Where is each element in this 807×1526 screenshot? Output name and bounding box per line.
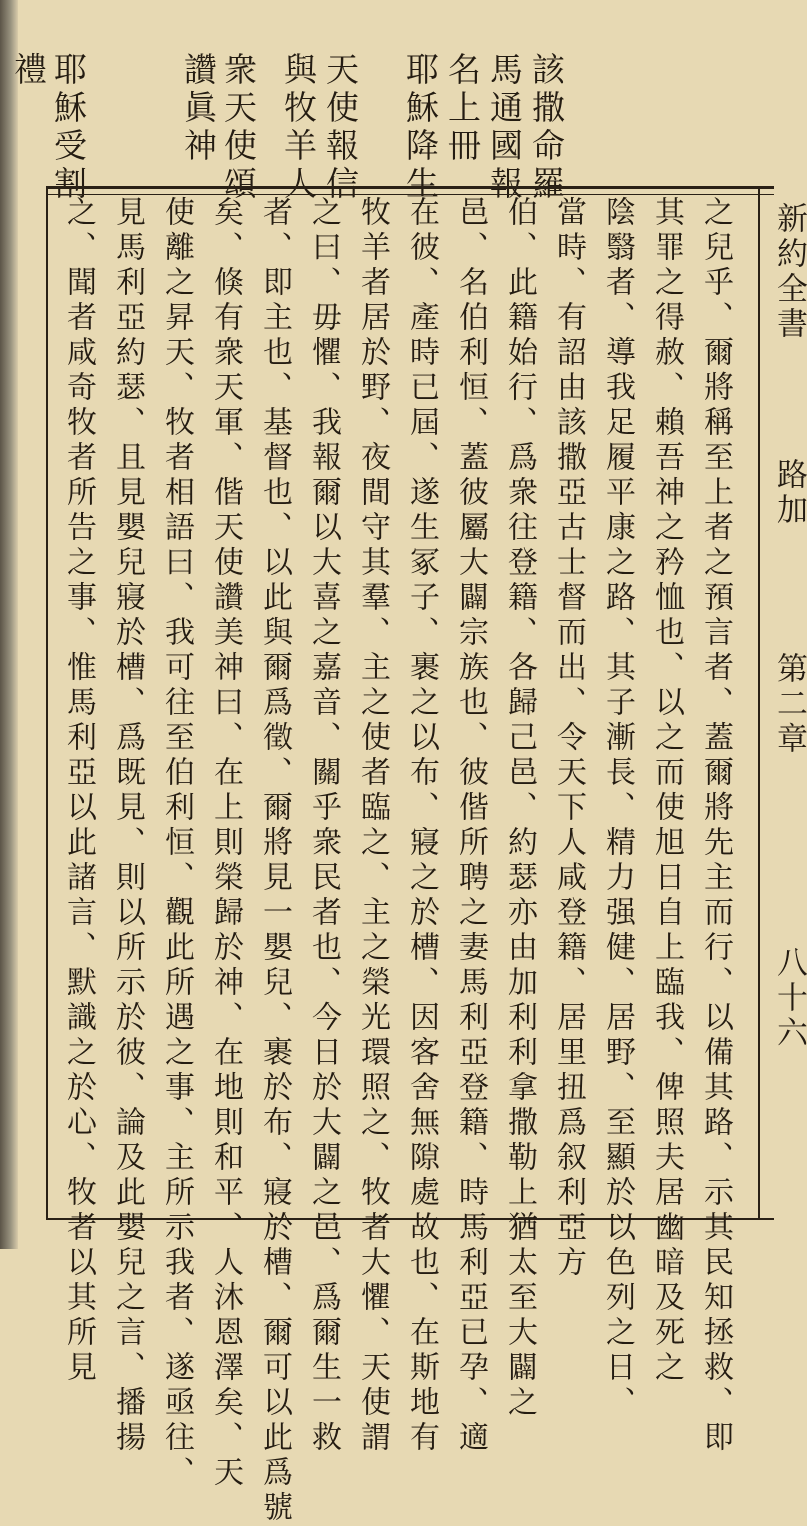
running-title-divider bbox=[758, 186, 760, 1220]
headnote-column: 天使報信 bbox=[321, 52, 360, 204]
text-column: 當時、有詔由該撒亞古士督而出、令天下人咸登籍、居里扭爲叙利亞方 bbox=[551, 196, 586, 1281]
frame-top-rule bbox=[46, 186, 774, 195]
headnote-column: 耶穌受割 bbox=[49, 52, 88, 204]
text-column: 邑、名伯利恒、蓋彼屬大闢宗族也、彼偕所聘之妻馬利亞登籍、時馬利亞已孕、適 bbox=[453, 196, 488, 1456]
text-column: 牧羊者居於野、夜間守其羣、主之使者臨之、主之榮光環照之、牧者大懼、天使謂 bbox=[355, 196, 390, 1456]
text-column: 矣、倏有衆天軍、偕天使讚美神曰、在上則榮歸於神、在地則和平、人沐恩澤矣、天 bbox=[208, 196, 243, 1491]
gospel-title: 路加 bbox=[771, 458, 807, 528]
headnote-column: 衆天使頌 bbox=[219, 52, 258, 204]
text-column: 之兒乎、爾將稱至上者之預言者、蓋爾將先主而行、以備其路、示其民知拯救、即 bbox=[698, 196, 733, 1456]
headnote-column: 與牧羊人 bbox=[279, 52, 318, 204]
page-number: 八十六 bbox=[771, 946, 807, 1051]
text-column: 者、即主也、基督也、以此與爾爲徵、爾將見一嬰兒、裹於布、寢於槽、爾可以此爲號 bbox=[257, 196, 292, 1526]
headnote-column: 名上冊 bbox=[443, 52, 482, 166]
text-column: 之曰、毋懼、我報爾以大喜之嘉音、關乎衆民者也、今日於大闢之邑、爲爾生一救 bbox=[306, 196, 341, 1456]
text-column: 之、聞者咸奇牧者所告之事、惟馬利亞以此諸言、默識之於心、牧者以其所見 bbox=[61, 196, 96, 1386]
headnote-column: 讚眞神 bbox=[179, 52, 218, 166]
frame-left-rule bbox=[46, 186, 48, 1220]
book-binding-edge bbox=[0, 0, 18, 1249]
text-column: 在彼、產時已屆、遂生冢子、裹之以布、寢之於槽、因客舍無隙處故也、在斯地有 bbox=[404, 196, 439, 1456]
headnote-column: 該撒命羅 bbox=[527, 52, 566, 204]
text-column: 伯、此籍始行、爲衆往登籍、各歸己邑、約瑟亦由加利利拿撒勒上猶太至大闢之 bbox=[502, 196, 537, 1421]
text-column: 陰翳者、導我足履平康之路、其子漸長、精力强健、居野、至顯於以色列之日、 bbox=[600, 196, 635, 1421]
chapter-title: 第二章 bbox=[771, 652, 807, 757]
headnote-column: 馬通國報 bbox=[485, 52, 524, 204]
book-page bbox=[9, 0, 807, 1526]
book-title: 新約全書 bbox=[771, 202, 807, 342]
text-column: 見馬利亞約瑟、且見嬰兒寢於槽、爲既見、則以所示於彼、論及此嬰兒之言、播揚 bbox=[110, 196, 145, 1456]
text-column: 使離之昇天、牧者相語曰、我可往至伯利恒、觀此所遇之事、主所示我者、遂亟往、 bbox=[159, 196, 194, 1491]
running-title bbox=[764, 196, 807, 1211]
text-column: 其罪之得赦、賴吾神之矜恤也、以之而使旭日自上臨我、俾照夫居幽暗及死之 bbox=[649, 196, 684, 1386]
headnote-column: 耶穌降生 bbox=[401, 52, 440, 204]
headnote-column: 禮 bbox=[9, 52, 48, 90]
